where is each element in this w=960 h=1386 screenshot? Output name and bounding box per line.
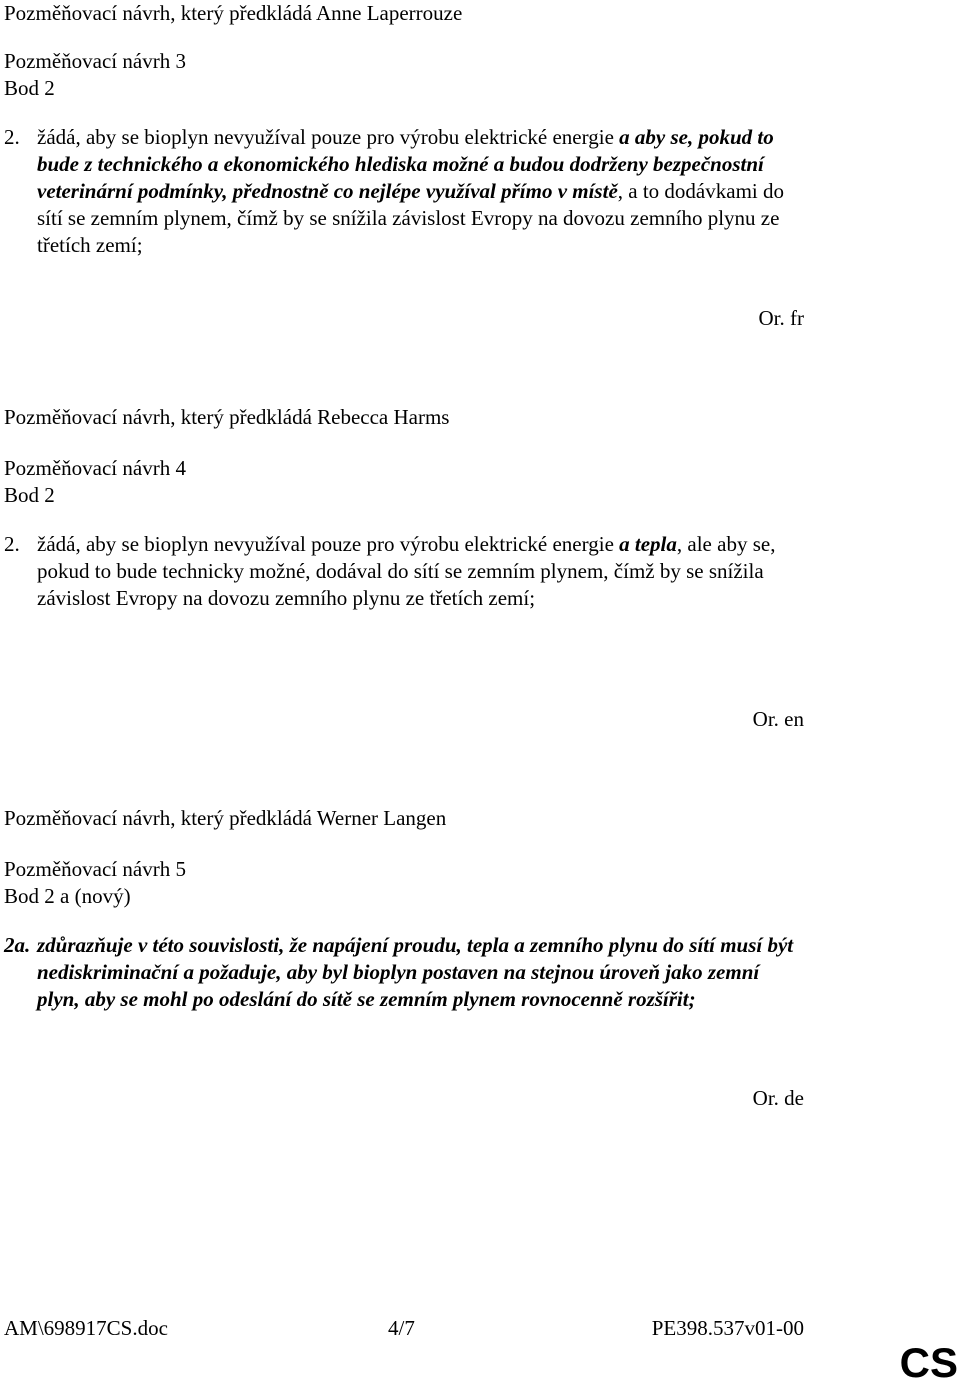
amendment-point: Bod 2 a (nový) — [4, 884, 131, 908]
original-language: Or. fr — [758, 306, 804, 330]
paragraph-text-added: a aby se, pokud to bude z technického a ekonomického hlediska možné a budou dodrženy bezpečnostní veterinární podmínky, přednostně co nejlépe využíval přímo v místě — [37, 125, 774, 203]
footer-pe-ref: PE398.537v01-00 — [651, 1316, 804, 1340]
footer-page-number: 4/7 — [388, 1316, 415, 1340]
language-code: CS — [899, 1339, 958, 1386]
paragraph-text — [37, 124, 804, 259]
amendment-point: Bod 2 — [4, 483, 55, 507]
paragraph-number: 2a. — [4, 933, 31, 957]
paragraph-number: 2. — [4, 532, 20, 556]
amendment-number: Pozměňovací návrh 3 — [4, 49, 186, 73]
amendment-paragraph — [4, 531, 804, 612]
amendment-number: Pozměňovací návrh 5 — [4, 857, 186, 881]
paragraph-text: zdůrazňuje v této souvislosti, že napájení proudu, tepla a zemního plynu do sítí musí být nediskriminační a požaduje, aby byl bioplyn postaven na stejnou úroveň jako zemní plyn, aby se mohl po odeslání do sítě se zemním plynem rovnocenně rozšířit; — [37, 933, 794, 1011]
paragraph-text-plain: žádá, aby se bioplyn nevyužíval pouze pro výrobu elektrické energie — [37, 125, 620, 149]
amendment-author-header: Pozměňovací návrh, který předkládá Anne Laperrouze — [4, 1, 463, 25]
amendment-author-header: Pozměňovací návrh, který předkládá Werner Langen — [4, 806, 447, 830]
original-language: Or. en — [752, 707, 804, 731]
original-language: Or. de — [752, 1086, 804, 1110]
footer-doc-ref: AM\698917CS.doc — [4, 1316, 168, 1340]
paragraph-text — [37, 531, 804, 612]
amendment-paragraph — [4, 124, 804, 259]
amendment-author-header: Pozměňovací návrh, který předkládá Rebecca Harms — [4, 405, 450, 429]
amendment-paragraph — [4, 932, 804, 1013]
amendment-point: Bod 2 — [4, 76, 55, 100]
paragraph-number: 2. — [4, 125, 20, 149]
paragraph-text-plain: , a to dodávkami do sítí se zemním plynem, čímž by se snížila závislost Evropy na dovozu zemního plynu ze třetích zemí; — [37, 179, 784, 257]
paragraph-text-added: a tepla — [619, 532, 677, 556]
paragraph-text-plain: žádá, aby se bioplyn nevyužíval pouze pro výrobu elektrické energie — [37, 532, 620, 556]
paragraph-text-plain: , ale aby se, pokud to bude technicky možné, dodával do sítí se zemním plynem, čímž by se snížila závislost Evropy na dovozu zemního plynu ze třetích zemí; — [37, 532, 776, 610]
amendment-number: Pozměňovací návrh 4 — [4, 456, 186, 480]
